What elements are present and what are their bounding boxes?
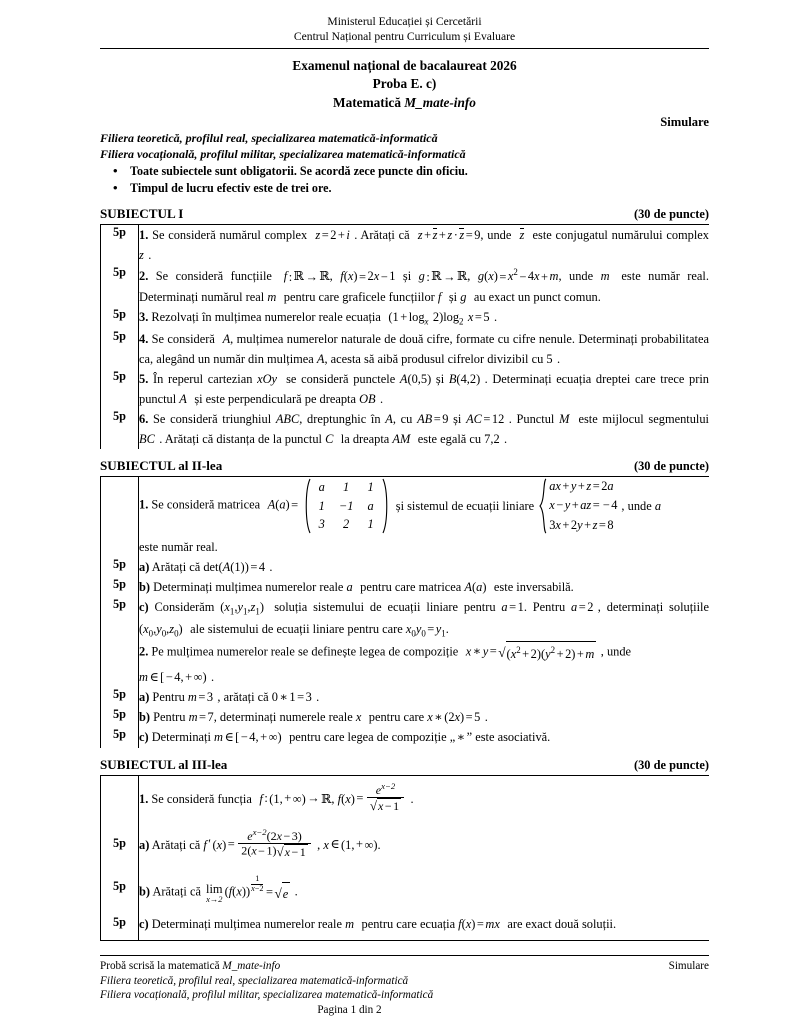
fraction-derivative <box>238 828 310 860</box>
ministry-line-2: Centrul Național pentru Curriculum și Evaluare <box>293 30 516 44</box>
points-cell: 5p <box>101 225 139 266</box>
problem-number: 1. <box>139 791 149 806</box>
radical-sign: √ <box>369 797 377 813</box>
problem-number: 5. <box>139 371 149 386</box>
item-label: a) <box>139 559 150 574</box>
problem-2-1-lead: Se consideră matricea <box>151 497 261 512</box>
section-3-title: SUBIECTUL al III-lea <box>100 756 228 772</box>
section-2-title: SUBIECTUL al II-lea <box>100 458 223 474</box>
problem-5-body: 5. În reperul cartezian xOy se consideră punctele A(0,5) și B(4,2) . Determinați ecuația dreptei care trece prin punctul A și este perpendiculară pe dreapta OB . <box>139 371 709 406</box>
item-label: c) <box>139 600 149 615</box>
radical-sign: √ <box>274 885 282 901</box>
matrix-row <box>312 497 381 516</box>
problem-6-body: 6. Se consideră triunghiul ABC, dreptunghic în A, cu AB = 9 și AC = 12 . Punctul M este mijlocul segmentului BC . Arătați că distanța de la punctul C la dreapta AM este egală cu 7,2 . <box>139 412 709 447</box>
problem-2-2-domain: m ∈ [ − 4, + ∞) . <box>139 670 215 685</box>
page-content <box>100 14 709 941</box>
problem-3-1c-body: c) Determinați mulțimea numerelor reale m pentru care ecuația f(x) = mx are exact două soluții. <box>139 917 617 932</box>
footer-top-row <box>100 959 709 974</box>
problem-2-body: 2. Se consideră funcțiile f : ℝ → ℝ, f(x) = 2x − 1 și g : ℝ → ℝ, $g(x) = x^2 - 4x + m$, unde m este număr real. Determinați numărul real m pentru care graficele funcțiilor f și g au exact un punct comun. <box>139 267 709 304</box>
limit-approach: x→2 <box>206 894 223 905</box>
table-row <box>101 577 710 597</box>
table-row <box>101 822 710 868</box>
exam-note-1: • Toate subiectele sunt obligatorii. Se acordă zece puncte din oficiu. <box>100 163 709 180</box>
linear-system <box>539 477 619 535</box>
points-cell: 5p <box>101 910 139 940</box>
table-row <box>101 329 710 369</box>
problem-2-2c-body: c) Determinați m ∈ [ − 4, + ∞) pentru care legea de compoziție „ ∗ ” este asociativă. <box>139 730 551 745</box>
problem-number: 1. <box>139 497 149 512</box>
radical-sign: √ <box>276 843 284 859</box>
matrix-cell: −1 <box>338 498 354 513</box>
fraction-f-definition <box>367 782 404 814</box>
problem-number: 6. <box>139 412 149 427</box>
subject-code: M_mate-info <box>404 95 476 111</box>
points-cell-empty <box>101 477 139 557</box>
section-2-points: (30 de puncte) <box>633 459 709 474</box>
table-row <box>101 775 710 821</box>
item-label: b) <box>139 885 151 900</box>
system-row <box>547 516 619 535</box>
footer-filiera-2: Filiera vocațională, profilul militar, specializarea matematică-informatică <box>100 989 434 1002</box>
denominator: x−2 <box>251 884 264 894</box>
exam-notes <box>100 163 709 197</box>
matrix-cell: 1 <box>367 517 374 532</box>
problem-2-1-tail: este număr real. <box>139 539 218 554</box>
denominator: 2(x − 1)√x − 1 <box>238 843 310 859</box>
problem-2-2-lead: Pe mulțimea numerelor reale se definește legea de compoziție <box>151 644 459 659</box>
page-footer <box>100 955 709 1019</box>
item-label: a) <box>139 837 150 852</box>
system-equation: x − y + az = − 4 <box>549 498 618 513</box>
subiectul-2-table <box>100 476 709 747</box>
problem-2-1b-body: b) Determinați mulțimea numerelor reale a pentru care matricea A(a) este inversabilă. <box>139 580 574 595</box>
exam-title-line-1: Examenul național de bacalaureat 2026 <box>292 57 517 73</box>
points-cell: 5p <box>101 265 139 306</box>
sqrt-x-minus-1 <box>370 798 401 813</box>
system-row <box>547 496 619 515</box>
table-row <box>101 307 710 329</box>
section-heading-1 <box>100 206 709 222</box>
problem-number: 3. <box>139 309 149 324</box>
problem-2-2b-body: b) Pentru m = 7, determinați numerele reale x pentru care x ∗ (2x) = 5 . <box>139 710 488 725</box>
points-cell: 5p <box>101 822 139 868</box>
table-row <box>101 597 710 641</box>
ministry-header <box>100 14 709 45</box>
numerator: 1 <box>255 874 260 884</box>
matrix-cell: 1 <box>367 479 374 494</box>
denominator <box>367 797 404 813</box>
problem-2-1-body: 1. Se consideră matricea A(a) =a 1 1 1 −1 a 3 2 1 și sistemul de ecuații liniare ax + y + z = 2a x − y + az = − 4 3x + 2y + z = 8, unde a este număr real. <box>139 477 710 557</box>
exponent-fraction <box>251 875 263 893</box>
points-cell: 5p <box>101 687 139 707</box>
problem-2-1a-body: a) Arătați că det(A(1)) = 4 . <box>139 559 273 574</box>
problem-3-1-body: 1. Se consideră funcția f : (1, + ∞) → ℝ, f(x) = $\frac{e^{x-2}}{√x - 1}$ . <box>139 780 414 814</box>
section-3-points: (30 de puncte) <box>633 757 709 772</box>
problem-number: 2. <box>139 269 149 284</box>
section-1-title: SUBIECTUL I <box>100 206 184 222</box>
filiera-line-2: Filiera vocațională, profilul militar, specializarea matematică-informatică <box>100 147 466 162</box>
points-cell: 5p <box>101 307 139 329</box>
radicand: $(x^2 + 2)(y^2 + 2) + m$ <box>506 641 597 664</box>
table-row <box>101 641 710 687</box>
sqrt-e <box>274 882 290 904</box>
radicand: e <box>282 882 291 904</box>
matrix-cell: 3 <box>318 517 325 532</box>
points-cell: 5p <box>101 597 139 641</box>
sqrt-x-minus-1 <box>276 844 307 859</box>
problem-2-1c-body: c) Considerăm $(x_1,y_1,z_1)$ soluția sistemului de ecuații liniare pentru a = 1. Pentru a = 2 , determinați soluțiile $(x_0,y_0,z_0)$ ale sistemului de ecuații liniare pentru care $x_0y_0 = y_1$. <box>139 600 709 639</box>
exam-note-2: • Timpul de lucru efectiv este de trei ore. <box>100 180 709 197</box>
problem-number: 2. <box>139 644 149 659</box>
radical-sign: √ <box>498 644 506 660</box>
footer-session: Simulare <box>668 960 709 972</box>
problem-1-body: 1. Se consideră numărul complex z = 2 + i . Arătați că z + z + z · z = 9, unde z este conjugatul numărului complex z . <box>139 228 709 263</box>
problem-2-1-mid: și sistemul de ecuații liniare <box>395 498 535 513</box>
problem-3-1a-body: a) Arătați că f ′ (x) = $\frac{e^{x-2}(2x - 3)}{2(x - 1)√x - 1}$ , x ∈ (1, + ∞). <box>139 826 381 860</box>
table-row <box>101 910 710 940</box>
points-cell-empty <box>101 775 139 821</box>
item-label: c) <box>139 730 149 745</box>
table-row <box>101 557 710 577</box>
item-label: b) <box>139 710 151 725</box>
section-1-points: (30 de puncte) <box>633 207 709 222</box>
matrix-A <box>302 478 391 535</box>
footer-subject-code: M_mate-info <box>222 960 281 972</box>
filiera-line-1: Filiera teoretică, profilul real, specializarea matematică-informatică <box>100 131 438 146</box>
problem-4-body: 4. Se consideră A, mulțimea numerelor naturale de două cifre, formate cu cifre nenule. Determinați probabilitatea ca, alegând un număr din mulțimea A, acesta să aibă produsul cifrelor divizibil cu 5 . <box>139 331 709 366</box>
matrix-body <box>312 478 381 535</box>
problem-number: 1. <box>139 228 149 243</box>
section-heading-3 <box>100 757 709 773</box>
problem-number: 4. <box>139 331 149 346</box>
subiectul-3-table <box>100 775 709 941</box>
matrix-cell: 2 <box>343 517 350 532</box>
brace-left <box>539 478 547 534</box>
paren-right <box>382 478 391 534</box>
matrix-cell: 1 <box>318 498 325 513</box>
system-equation: 3x + 2y + z = 8 <box>549 517 614 532</box>
points-cell: 5p <box>101 557 139 577</box>
system-equation: ax + y + z = 2a <box>549 479 614 494</box>
matrix-row <box>312 478 381 497</box>
header-divider <box>100 48 709 49</box>
points-cell: 5p <box>101 577 139 597</box>
points-cell: 5p <box>101 727 139 747</box>
section-heading-2 <box>100 458 709 474</box>
points-cell: 5p <box>101 409 139 449</box>
numerator: $e^{x-2}$ <box>375 780 396 797</box>
matrix-cell: a <box>367 498 374 513</box>
table-row <box>101 867 710 910</box>
table-row <box>101 707 710 727</box>
points-cell: 5p <box>101 707 139 727</box>
sqrt-composition-law <box>498 641 596 664</box>
item-label: c) <box>139 917 149 932</box>
footer-divider <box>100 955 709 956</box>
table-row <box>101 409 710 449</box>
session-label: Simulare <box>660 115 709 130</box>
system-body <box>547 477 619 535</box>
table-row <box>101 369 710 409</box>
points-cell: 5p <box>101 329 139 369</box>
table-row <box>101 687 710 707</box>
item-label: a) <box>139 690 150 705</box>
radicand: x − 1 <box>284 845 306 860</box>
radicand: x − 1 <box>377 799 400 814</box>
problem-3-1b-body: b) Arătați că lim x→2 (f(x)) $\frac{1}{x-2}$ = √e . <box>139 874 298 905</box>
problem-2-2-body: 2. Pe mulțimea numerelor reale se definește legea de compoziție x ∗ $y = √(x^2 + 2)(y^2 + 2) + m$ , unde m ∈ [ − 4, + ∞) . <box>139 641 710 687</box>
table-row <box>101 265 710 306</box>
limit-symbol: lim <box>206 881 223 896</box>
exam-title-line-2: Proba E. c) <box>372 76 437 92</box>
item-label: b) <box>139 580 151 595</box>
paren-left <box>302 478 311 534</box>
points-cell: 5p <box>101 867 139 910</box>
footer-left-text <box>100 959 280 974</box>
footer-page-number: Pagina 1 din 2 <box>317 1004 382 1017</box>
exam-title-line-3 <box>100 94 709 113</box>
problem-2-2a-body: a) Pentru m = 3 , arătați că 0 ∗ 1 = 3 . <box>139 690 320 705</box>
footer-exam-label: Probă scrisă la matematică <box>100 960 223 972</box>
footer-filiera-1: Filiera teoretică, profilul real, specializarea matematică-informatică <box>100 974 409 987</box>
matrix-cell: 1 <box>343 479 350 494</box>
limit-operator <box>206 883 223 904</box>
table-row <box>101 225 710 266</box>
points-cell-empty <box>101 641 139 687</box>
points-cell: 5p <box>101 369 139 409</box>
matrix-row <box>312 515 381 534</box>
numerator: $e^{x-2}(2x - 3)$ <box>247 826 302 843</box>
problem-3-body: 3. Rezolvați în mulțimea numerelor reale ecuația $(1 + \log_x 2)\log_2$ x = 5 . <box>139 309 498 327</box>
problem-3-1-lead: Se consideră funcția <box>151 791 252 806</box>
table-row <box>101 477 710 557</box>
problem-2-1-unde: , unde a <box>621 498 662 513</box>
subiectul-1-table <box>100 224 709 449</box>
table-row <box>101 727 710 747</box>
subject-label: Matematică <box>333 95 405 111</box>
system-row <box>547 477 619 496</box>
matrix-cell: a <box>318 479 325 494</box>
ministry-line-1: Ministerul Educației și Cercetării <box>327 15 482 28</box>
